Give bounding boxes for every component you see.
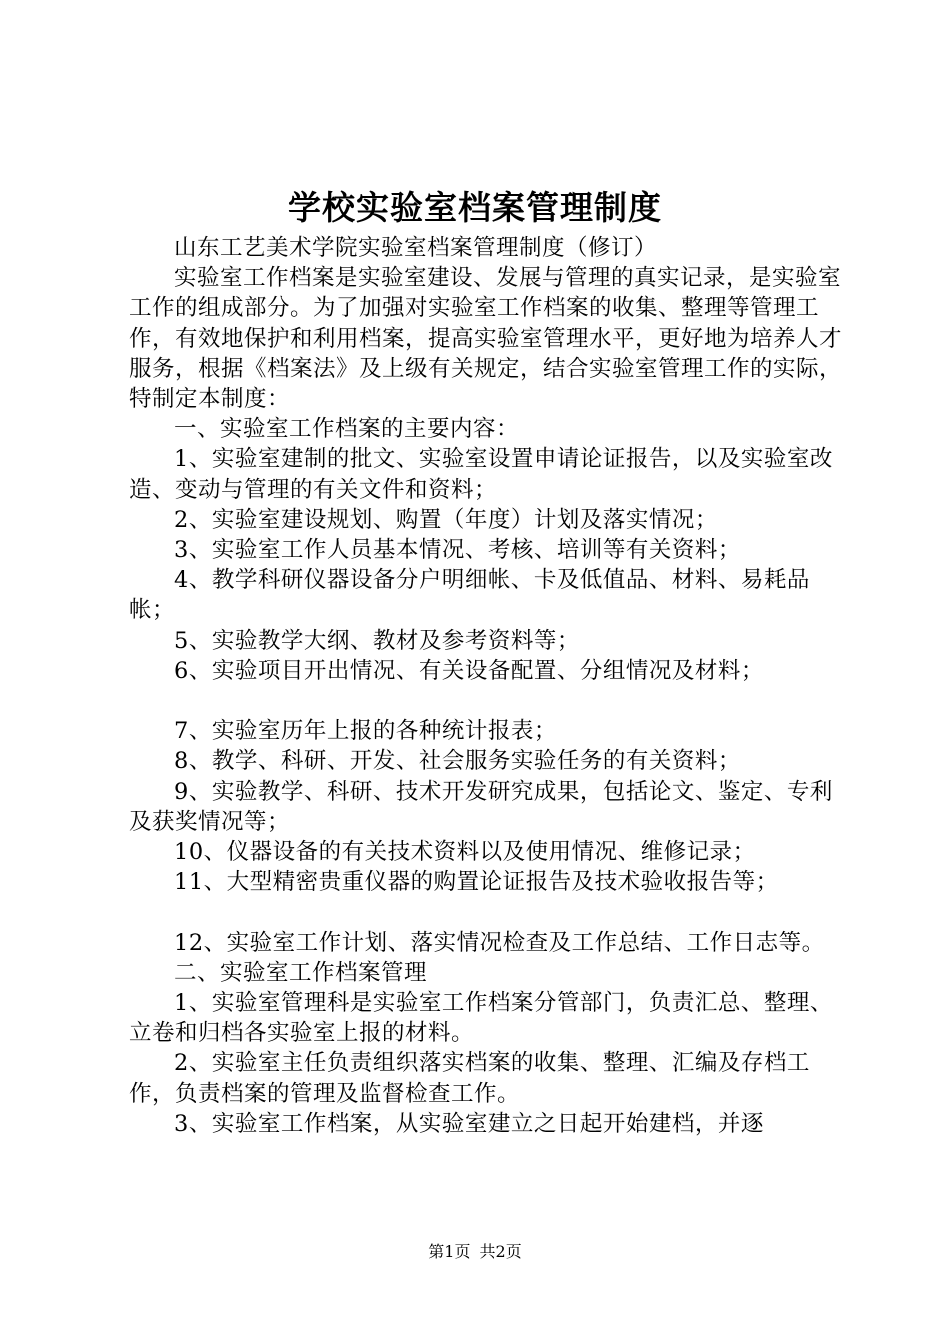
paragraph: 3、实验室工作档案，从实验室建立之日起开始建档，并逐: [174, 1110, 764, 1137]
paragraph: 6、实验项目开出情况、有关设备配置、分组情况及材料；: [174, 657, 764, 684]
paragraph: 9、实验教学、科研、技术开发研究成果，包括论文、鉴定、专利及获奖情况等；: [129, 778, 833, 835]
paragraph: 实验室工作档案是实验室建设、发展与管理的真实记录，是实验室工作的组成部分。为了加强对实验室工作档案的收集、整理等管理工作，有效地保护和利用档案，提高实验室管理水平，更好地为培养人才服务，根据《档案法》及上级有关规定，结合实验室管理工作的实际，特制定本制度：: [129, 265, 843, 413]
paragraph: 1、实验室建制的批文、实验室设置申请论证报告，以及实验室改造、变动与管理的有关文件和资料；: [129, 446, 833, 503]
document-body: [129, 233, 854, 1139]
paragraph: 3、实验室工作人员基本情况、考核、培训等有关资料；: [174, 537, 741, 564]
blank-line: [129, 897, 854, 927]
page-total: 共2页: [479, 1242, 522, 1261]
blank-line: [129, 686, 854, 716]
paragraph: 5、实验教学大纲、教材及参考资料等；: [174, 627, 580, 654]
paragraph: 4、教学科研仪器设备分户明细帐、卡及低值品、材料、易耗品帐；: [129, 567, 810, 624]
paragraph: 8、教学、科研、开发、社会服务实验任务的有关资料；: [174, 748, 741, 775]
document-title: 学校实验室档案管理制度: [288, 188, 662, 227]
paragraph: 7、实验室历年上报的各种统计报表；: [174, 718, 557, 745]
paragraph: 12、实验室工作计划、落实情况检查及工作总结、工作日志等。: [174, 929, 825, 956]
paragraph: 1、实验室管理科是实验室工作档案分管部门，负责汇总、整理、立卷和归档各实验室上报的材料。: [129, 990, 833, 1047]
paragraph: 10、仪器设备的有关技术资料以及使用情况、维修记录；: [174, 839, 756, 866]
page-footer: [0, 1242, 950, 1262]
paragraph: 2、实验室主任负责组织落实档案的收集、整理、汇编及存档工作，负责档案的管理及监督检查工作。: [129, 1050, 810, 1107]
paragraph: 11、大型精密贵重仪器的购置论证报告及技术验收报告等；: [174, 869, 779, 896]
paragraph: 2、实验室建设规划、购置（年度）计划及落实情况；: [174, 506, 718, 533]
page-number: 第1页: [428, 1242, 471, 1261]
paragraph: 山东工艺美术学院实验室档案管理制度（修订）: [174, 235, 658, 261]
paragraph: 二、实验室工作档案管理: [174, 959, 428, 986]
paragraph: 一、实验室工作档案的主要内容：: [174, 416, 520, 443]
